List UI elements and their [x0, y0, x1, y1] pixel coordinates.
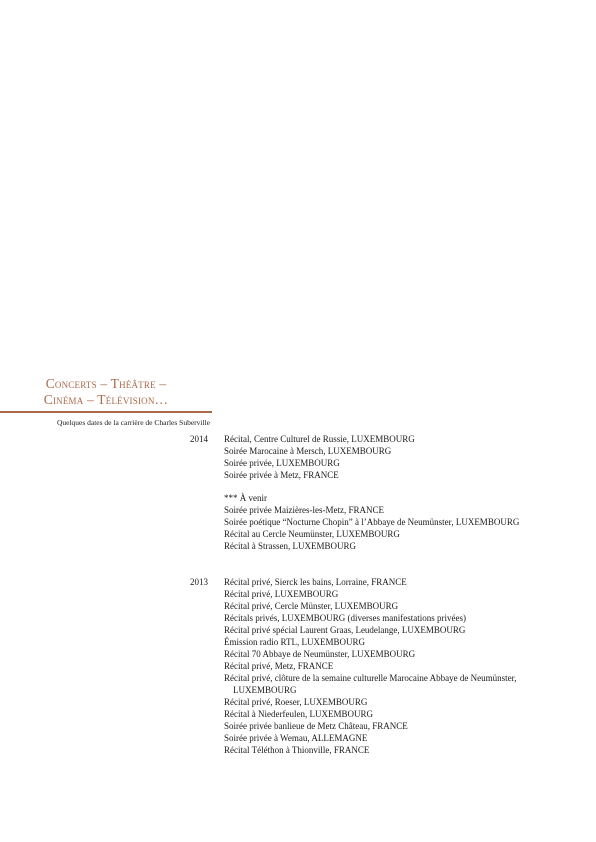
list-item: Récital privé, Cercle Münster, LUXEMBOURG [224, 601, 399, 611]
list-item: Récital privé, clôture de la semaine culturelle Marocaine Abbaye de Neumünster, [224, 673, 517, 683]
list-item: Soirée poétique “Nocturne Chopin” à l’Abbaye de Neumünster, LUXEMBOURG [224, 517, 520, 527]
list-item: Récital privé, Metz, FRANCE [224, 661, 334, 671]
entry-list [224, 433, 584, 552]
list-item: Soirée privée, LUXEMBOURG [224, 458, 340, 468]
list-item: Récital Téléthon à Thionville, FRANCE [224, 745, 370, 755]
upcoming-heading: *** À venir [224, 493, 267, 503]
page-title-line-1: Concerts – Théâtre – [45, 376, 167, 391]
list-item: Récital privé spécial Laurent Graas, Leudelange, LUXEMBOURG [224, 625, 466, 635]
page-title [0, 376, 212, 408]
list-item: Récital privé, Roeser, LUXEMBOURG [224, 697, 368, 707]
list-item: Récital à Niederfeulen, LUXEMBOURG [224, 709, 373, 719]
list-item: Récitals privés, LUXEMBOURG (diverses manifestations privées) [224, 613, 466, 623]
list-item: Soirée privée à Metz, FRANCE [224, 470, 339, 480]
list-item: Soirée privée à Wemau, ALLEMAGNE [224, 733, 368, 743]
list-item: Récital 70 Abbaye de Neumünster, LUXEMBOURG [224, 649, 416, 659]
list-item: Soirée privée banlieue de Metz Château, FRANCE [224, 721, 408, 731]
page-subtitle: Quelques dates de la carrière de Charles Suberville [56, 418, 210, 427]
entry-list [224, 576, 584, 756]
year-label: 2013 [190, 577, 208, 587]
list-item: Émission radio RTL, LUXEMBOURG [224, 637, 365, 647]
list-item: Récital à Strassen, LUXEMBOURG [224, 541, 356, 551]
list-item: Récital au Cercle Neumünster, LUXEMBOURG [224, 529, 400, 539]
list-item: Récital privé, LUXEMBOURG [224, 589, 339, 599]
list-item: Récital, Centre Culturel de Russie, LUXEMBOURG [224, 434, 415, 444]
page-title-line-2: Cinéma – Télévision… [43, 392, 169, 407]
list-item: Soirée Marocaine à Mersch, LUXEMBOURG [224, 446, 392, 456]
year-label: 2014 [190, 434, 208, 444]
list-item-continuation: LUXEMBOURG [233, 685, 297, 695]
list-item: Récital privé, Sierck les bains, Lorraine, FRANCE [224, 577, 407, 587]
list-item: Soirée privée Maizières-les-Metz, FRANCE [224, 505, 384, 515]
title-divider [0, 411, 212, 413]
